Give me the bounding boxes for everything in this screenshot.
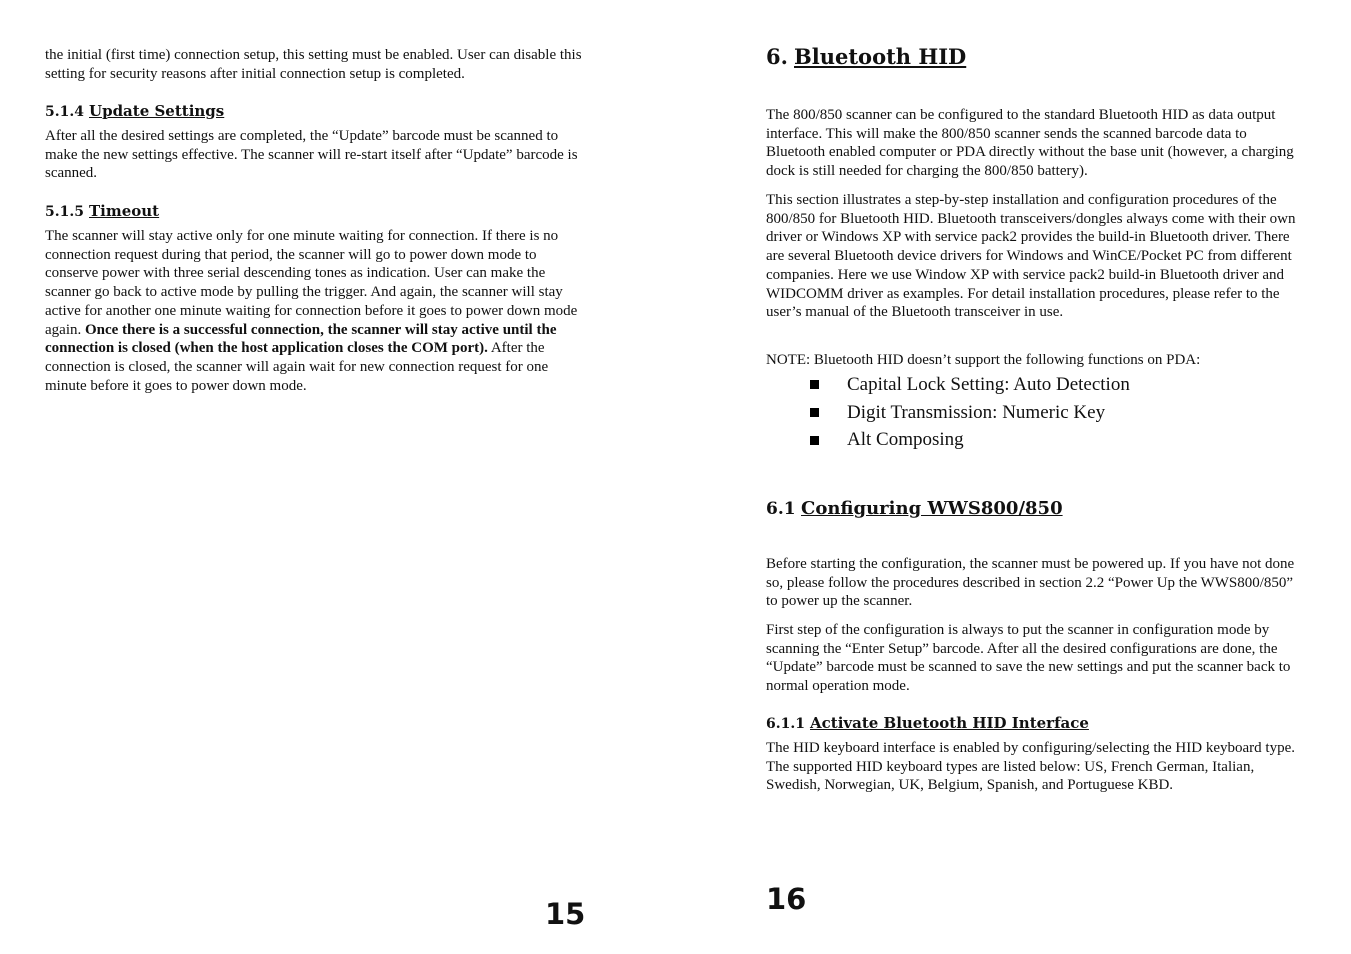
section-number: 5.1.5 — [45, 204, 84, 220]
section-title: Activate Bluetooth HID Interface — [810, 714, 1089, 732]
square-bullet-icon — [810, 436, 819, 445]
section-number: 5.1.4 — [45, 104, 84, 120]
section-title: Timeout — [89, 202, 160, 220]
configuring-heading — [766, 498, 1063, 519]
list-item-label: Alt Composing — [847, 429, 964, 451]
installation-overview: This section illustrates a step-by-step installation and configuration procedures of the 800/850 for Bluetooth HID. Bluetooth transceivers/dongles always come with their own driver or Windows XP with service pack2 provides the build-in Bluetooth driver. There are several Bluetooth device drivers for Windows and WinCE/Pocket PC from different companies. Here we use Window XP with service pack2 build-in Bluetooth driver and WIDCOMM driver as examples. For detail installation procedures, please refer to the user’s manual of the Bluetooth transceiver in use. — [766, 192, 1296, 321]
chapter-heading — [766, 44, 966, 69]
intro-paragraph: the initial (first time) connection setup, this setting must be enabled. User can disable this setting for security reasons after initial connection setup is completed. — [45, 47, 582, 82]
list-item-label: Capital Lock Setting: Auto Detection — [847, 373, 1130, 395]
timeout-body-start: The scanner will stay active only for one minute waiting for connection. If there is no connection request during that period, the scanner will go to power down mode to conserve power with three serial descending tones as indication. User can make the scanner go back to active mode by pulling the trigger. And again, the scanner will stay active for another one minute waiting for connection before it goes to power down mode again. — [45, 228, 578, 338]
section-number: 6.1.1 — [766, 716, 805, 732]
left-page — [45, 0, 585, 954]
activate-hid-heading — [766, 714, 1089, 732]
pda-note: NOTE: Bluetooth HID doesn’t support the following functions on PDA: — [766, 352, 1201, 368]
right-page — [766, 0, 1306, 954]
update-settings-body: After all the desired settings are completed, the “Update” barcode must be scanned to make the new settings effective. The scanner will re-start itself after “Update” barcode is scanned. — [45, 128, 578, 182]
chapter-title: Bluetooth HID — [794, 44, 967, 69]
power-up-paragraph: Before starting the configuration, the scanner must be powered up. If you have not done so, please follow the procedures described in section 2.2 “Power Up the WWS800/850” to power up the scanner. — [766, 556, 1295, 610]
unsupported-functions-list — [810, 371, 1130, 454]
section-title: Update Settings — [89, 102, 225, 120]
hid-keyboard-types-paragraph: The HID keyboard interface is enabled by configuring/selecting the HID keyboard type. The supported HID keyboard types are listed below: US, French German, Italian, Swedish, Norwegian, UK, Belgium, Spanish, and Portuguese KBD. — [766, 740, 1295, 794]
timeout-body-end: After the connection is closed, the scanner will again wait for new connection request for one minute before it goes to power down mode. — [45, 340, 549, 394]
section-number: 6.1 — [766, 499, 796, 519]
timeout-body — [45, 227, 585, 395]
timeout-heading — [45, 202, 159, 220]
square-bullet-icon — [810, 408, 819, 417]
list-item — [810, 371, 1130, 399]
update-settings-heading — [45, 102, 224, 120]
page-number: 16 — [766, 882, 807, 916]
page-number: 15 — [545, 897, 586, 931]
section-title: Configuring WWS800/850 — [801, 498, 1063, 519]
timeout-body-bold: Once there is a successful connection, the scanner will stay active until the connection is closed (when the host application closes the COM port). — [45, 321, 557, 357]
bluetooth-hid-intro: The 800/850 scanner can be configured to the standard Bluetooth HID as data output interface. This will make the 800/850 scanner sends the scanned barcode data to Bluetooth enabled computer or PDA directly without the base unit (however, a charging dock is still needed for charging the 800/850 battery). — [766, 107, 1294, 180]
configuration-mode-paragraph: First step of the configuration is always to put the scanner in configuration mode by scanning the “Enter Setup” barcode. After all the desired configurations are done, the “Update” barcode must be scanned to save the new settings and put the scanner back to normal operation mode. — [766, 622, 1291, 695]
list-item — [810, 427, 1130, 455]
list-item-label: Digit Transmission: Numeric Key — [847, 401, 1106, 423]
chapter-number: 6. — [766, 44, 788, 69]
list-item — [810, 399, 1130, 427]
square-bullet-icon — [810, 380, 819, 389]
